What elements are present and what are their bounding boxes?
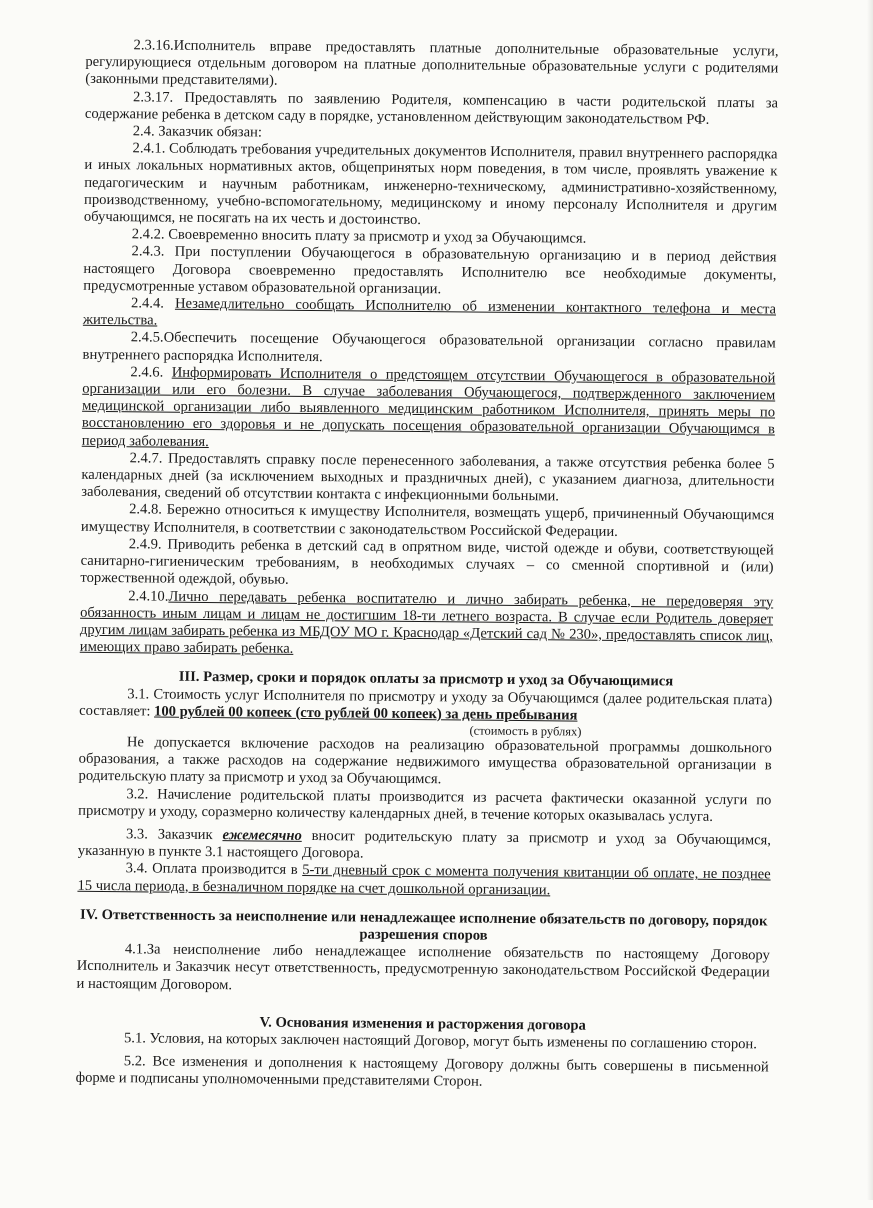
- clause-2-4-10: [80, 587, 774, 662]
- clause-4-1: 4.1.За неисполнение либо ненадлежащее исполнение обязательств по настоящему Договору Исполнитель и Заказчик несут ответственность, предусмотренную законодательством Российской Федерации и настоящим Договором.: [76, 941, 770, 993]
- clause-3-2: 3.2. Начисление родительской платы производится из расчета фактически оказанной услуги по присмотру и уходу, соразмерно количеству календарных дней, в течение которых оказывалась услуга.: [78, 785, 772, 825]
- clause-2-4-2: 2.4.2. Своевременно вносить плату за присмотр и уход за Обучающимся.: [131, 226, 587, 247]
- clause-underlined-text: Информировать Исполнителя о предстоящем отсутствии Обучающегося в образовательной организации или его болезни. В случае заболевания Обучающегося, подтвержденного заключением медицинской организации либо выявленного медицинским работником Исполнителя, принять меры по восстановлению его здоровья и не допускать посещения образовательной организации Обучающимся в период заболевания.: [81, 364, 776, 450]
- clause-5-2: 5.2. Все изменения и дополнения к настоящему Договору должны быть совершены в письменной форме и подписаны уполномоченными представителями Сторон.: [75, 1053, 769, 1091]
- clause-3-1: [79, 685, 772, 726]
- clause-2-4-9: 2.4.9. Приводить ребенка в детский сад в опрятном виде, чистой одежде и обуви, соответствующей санитарно-гигиеническим требованиям, в необходимых случаях – со сменной спортивной и (или) торжественной одеждой, обувью.: [80, 536, 774, 589]
- clause-underlined-text: Незамедлительно сообщать Исполнителю об изменении контактного телефона и места жительства.: [82, 295, 777, 329]
- section-3-title: III. Размер, сроки и порядок оплаты за присмотр и уход за Обучающимися: [178, 669, 674, 690]
- section-5-title: V. Основания изменения и расторжения договора: [259, 1014, 586, 1034]
- clause-2-4: 2.4. Заказчик обязан:: [132, 123, 263, 141]
- clause-3-1-exclusions: Не допускается включение расходов на реализацию образовательной программы дошкольного образования, а также расходов на содержание недвижимого имущества образовательной организации в родительскую плату за присмотр и уход за Обучающимся.: [78, 734, 772, 788]
- clause-underlined-text: Лично передавать ребенка воспитателю и лично забирать ребенка, не передоверяя эту обязанность иным лицам и лицам не достигшим 18-ти летнего возраста. В случае если Родитель доверяет другим лицам забирать ребенка из МБДОУ МО г. Краснодар «Детский сад № 230», предоставлять список лиц, имеющих право забирать ребенка.: [79, 588, 774, 657]
- clause-number: 2.4.10.: [128, 587, 169, 605]
- clause-3-3-end: вносит родительскую плату за присмотр и уход за Обучающимся, указанную в пункте 3.1 настоящего Договора.: [77, 827, 772, 862]
- clause-2-4-6: [82, 364, 776, 457]
- section-4-title: IV. Ответственность за неисполнение или ненадлежащее исполнение обязательств по договору, порядок разрешения споров: [79, 906, 768, 944]
- clause-2-4-1: 2.4.1. Соблюдать требования учредительных документов Исполнителя, правил внутреннего распорядка и иных локальных нормативных актов, общепринятых норм поведения, в том числе, проявлять уважение к педагогическим и научным работникам, инженерно-техническому, административно-хозяйственному, производственному, учебно-вспомогательному, медицинскому и иному персоналу Исполнителя и другим обучающимся, не посягать на их честь и достоинство.: [83, 140, 778, 229]
- clause-2-4-7: 2.4.7. Предоставлять справку после перенесенного заболевания, а также отсутствия ребенка более 5 календарных дней (за исключением выходных и праздничных дней), с указанием диагноза, длительности заболевания, сведений об отсутствии контакта с инфекционными больными.: [81, 450, 775, 505]
- clause-2-3-16: 2.3.16.Исполнитель вправе предоставлять платные дополнительные образовательные услуги, регулирующиеся отдельным договором на платные дополнительные образовательные услуги с родителями (законными представителями).: [85, 37, 779, 90]
- clause-number: 2.4.4.: [131, 295, 165, 312]
- clause-3-3-start: 3.3. Заказчик: [125, 826, 213, 844]
- payment-frequency: ежемесячно: [222, 827, 302, 844]
- clause-2-4-5: 2.4.5.Обеспечить посещение Обучающегося образовательной организации согласно правилам внутреннего распорядка Исполнителя.: [82, 329, 776, 365]
- payment-terms: 5-ти дневный срок с момента получения квитанции об оплате, не позднее 15 числа периода, в безналичном порядке на счет дошкольной организации.: [77, 862, 771, 898]
- clause-3-4-start: 3.4. Оплата производится в: [125, 860, 298, 879]
- clause-3-4: [77, 860, 770, 901]
- clause-2-3-17: 2.3.17. Предоставлять по заявлению Родителя, компенсацию в части родительской платы за содержание ребенка в детском саду в порядке, установленном действующим законодательством РФ.: [84, 88, 779, 128]
- clause-2-4-3: 2.4.3. При поступлении Обучающегося в образовательную организацию и в период действия настоящего Договора своевременно предоставлять Исполнителю все необходимые документы, предусмотренные уставом образовательной организации.: [83, 243, 777, 298]
- clause-5-1: 5.1. Условия, на которых заключен настоящий Договор, могут быть изменены по соглашению сторон.: [123, 1030, 757, 1053]
- clause-2-4-8: 2.4.8. Бережно относиться к имуществу Исполнителя, возмещать ущерб, причиненный Обучающимся имуществу Исполнителя, в соответствии с законодательством Российской Федерации.: [80, 501, 775, 540]
- cost-note: (стоимость в рублях): [469, 723, 582, 739]
- scan-edge: [867, 0, 873, 1200]
- clause-3-1-text: 3.1. Стоимость услуг Исполнителя по присмотру и уходу за Обучающимся (далее родительская плата) составляет:: [79, 685, 773, 720]
- parent-fee-amount: 100 рублей 00 копеек (сто рублей 00 копеек) за день пребывания: [154, 703, 578, 724]
- clause-number: 2.4.6.: [130, 364, 164, 381]
